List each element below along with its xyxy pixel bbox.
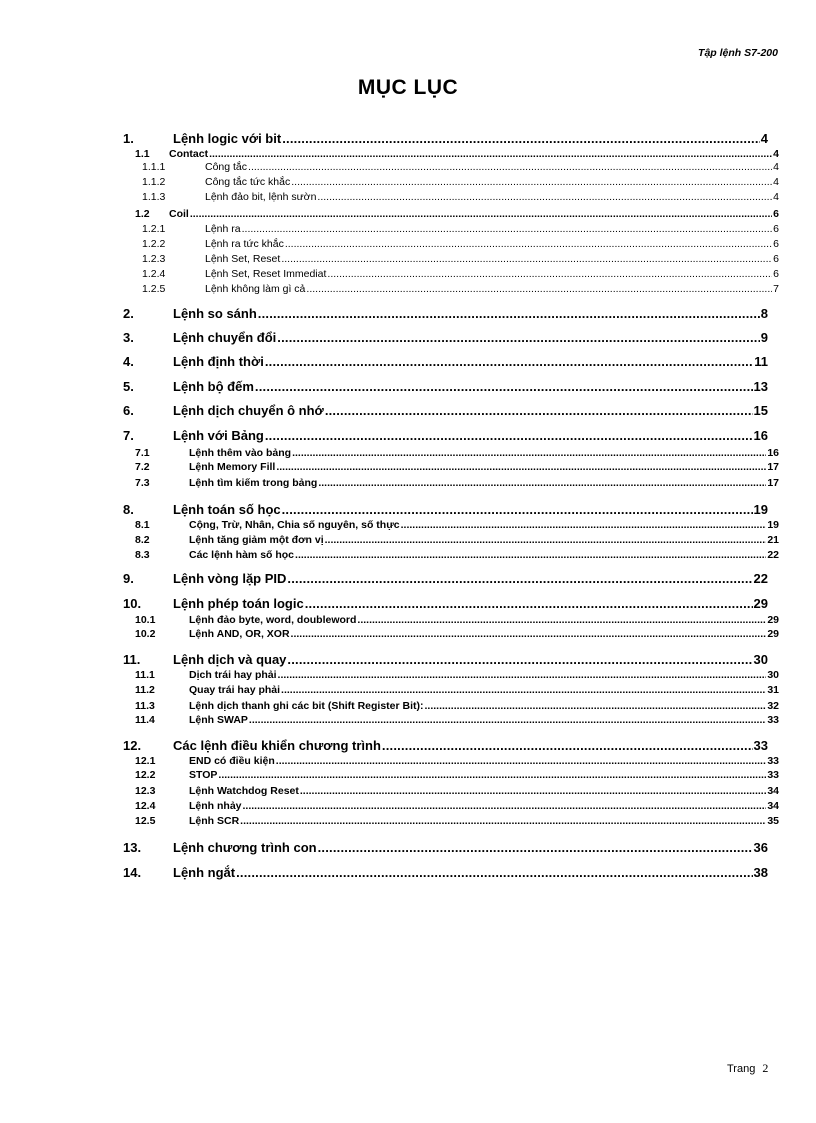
toc-entry-title: Lệnh đảo byte, word, doubleword — [189, 614, 357, 626]
dot-leader — [305, 596, 753, 611]
toc-entry-title: Lệnh so sánh — [173, 306, 257, 321]
dot-leader — [425, 700, 767, 712]
toc-entry-title: Lệnh tăng giảm một đơn vị — [189, 534, 324, 546]
footer-page-number: 2 — [762, 1061, 769, 1075]
dot-leader — [282, 131, 760, 146]
toc-entry[interactable] — [123, 354, 768, 369]
toc-entry-page: 17 — [767, 461, 779, 473]
dot-leader — [248, 161, 772, 173]
toc-entry-page: 11 — [754, 354, 768, 369]
toc-entry-number: 7.1 — [135, 447, 150, 459]
toc-entry-page: 15 — [753, 403, 768, 418]
dot-leader — [276, 755, 767, 767]
toc-entry-number: 8. — [123, 502, 134, 517]
toc-entry-page: 6 — [773, 268, 779, 280]
dot-leader — [401, 519, 767, 531]
toc-entry-number: 11.1 — [135, 669, 155, 681]
toc-entry[interactable] — [135, 208, 779, 220]
toc-entry-title: Coil — [169, 208, 189, 220]
toc-entry[interactable] — [135, 755, 779, 767]
dot-leader — [318, 840, 753, 855]
dot-leader — [300, 785, 766, 797]
toc-entry-page: 30 — [753, 652, 768, 667]
toc-entry-title: STOP — [189, 769, 218, 781]
toc-entry-page: 32 — [767, 700, 779, 712]
toc-entry[interactable] — [135, 148, 779, 160]
toc-entry[interactable] — [135, 684, 779, 696]
dot-leader — [287, 652, 752, 667]
toc-entry-page: 22 — [753, 571, 768, 586]
dot-leader — [287, 571, 752, 586]
toc-entry-number: 1. — [123, 131, 134, 146]
toc-entry-number: 9. — [123, 571, 134, 586]
dot-leader — [209, 148, 772, 160]
toc-entry[interactable] — [135, 447, 779, 459]
toc-entry-page: 6 — [773, 253, 779, 265]
toc-entry-page: 29 — [753, 596, 768, 611]
toc-entry-title: Lệnh ra tức khắc — [205, 238, 284, 250]
toc-entry-title: Dịch trái hay phải — [189, 669, 277, 681]
toc-entry-page: 33 — [753, 738, 768, 753]
toc-entry-title: Lệnh không làm gì cả — [205, 283, 306, 295]
dot-leader — [281, 253, 772, 265]
toc-entry-number: 3. — [123, 330, 134, 345]
toc-entry-number: 12.3 — [135, 785, 156, 797]
toc-entry[interactable] — [123, 840, 768, 855]
toc-entry[interactable] — [123, 738, 768, 753]
toc-entry[interactable] — [135, 477, 779, 489]
dot-leader — [282, 502, 753, 517]
toc-entry-number: 7. — [123, 428, 134, 443]
toc-entry[interactable] — [123, 596, 768, 611]
toc-entry[interactable] — [135, 785, 779, 797]
dot-leader — [292, 447, 766, 459]
toc-entry[interactable] — [135, 534, 779, 546]
toc-entry-number: 1.2.4 — [142, 268, 166, 280]
toc-entry-page: 31 — [767, 684, 779, 696]
toc-entry[interactable] — [135, 800, 779, 812]
toc-entry-number: 10.2 — [135, 628, 156, 640]
toc-entry[interactable] — [123, 131, 768, 146]
dot-leader — [265, 354, 753, 369]
toc-entry-number: 4. — [123, 354, 134, 369]
toc-entry-page: 4 — [773, 148, 779, 160]
toc-entry[interactable] — [142, 223, 779, 235]
toc-entry-number: 8.2 — [135, 534, 150, 546]
toc-entry-page: 6 — [773, 208, 779, 220]
toc-entry-page: 36 — [753, 840, 768, 855]
toc-entry-title: Công tắc tức khắc — [205, 176, 291, 188]
toc-entry-title: Các lệnh điều khiển chương trình — [173, 738, 381, 753]
toc-entry[interactable] — [123, 865, 768, 880]
dot-leader — [265, 428, 753, 443]
toc-entry-number: 2. — [123, 306, 134, 321]
dot-leader — [278, 669, 767, 681]
toc-entry-title: Lệnh toán số học — [173, 502, 281, 517]
toc-entry[interactable] — [142, 253, 779, 265]
toc-entry-page: 21 — [767, 534, 779, 546]
toc-entry[interactable] — [142, 268, 779, 280]
toc-entry[interactable] — [123, 330, 768, 345]
dot-leader — [317, 191, 772, 203]
toc-entry-number: 11.2 — [135, 684, 155, 696]
page-title: MỤC LỤC — [357, 76, 459, 99]
toc-entry[interactable] — [142, 161, 779, 173]
toc-entry-page: 9 — [760, 330, 768, 345]
toc-entry-number: 12.4 — [135, 800, 156, 812]
toc-entry-number: 11.4 — [135, 714, 155, 726]
toc-entry-number: 12.1 — [135, 755, 156, 767]
toc-entry-title: Lệnh Set, Reset Immediat — [205, 268, 327, 280]
toc-entry-number: 1.2.3 — [142, 253, 166, 265]
dot-leader — [306, 283, 772, 295]
toc-entry-title: Lệnh định thời — [173, 354, 264, 369]
toc-entry[interactable] — [135, 628, 779, 640]
toc-entry[interactable] — [135, 769, 779, 781]
toc-entry-title: Lệnh SCR — [189, 815, 240, 827]
toc-entry[interactable] — [123, 571, 768, 586]
dot-leader — [327, 268, 772, 280]
toc-entry-page: 17 — [767, 477, 779, 489]
toc-entry-page: 13 — [753, 379, 768, 394]
dot-leader — [382, 738, 753, 753]
toc-entry-number: 1.1.2 — [142, 176, 166, 188]
dot-leader — [285, 238, 772, 250]
toc-entry[interactable] — [123, 306, 768, 321]
toc-entry-title: Lệnh thêm vào bảng — [189, 447, 292, 459]
toc-entry-page: 4 — [773, 191, 779, 203]
toc-entry[interactable] — [135, 614, 779, 626]
toc-entry-page: 35 — [767, 815, 779, 827]
toc-entry-number: 8.1 — [135, 519, 150, 531]
toc-entry[interactable] — [142, 176, 779, 188]
toc-entry-number: 8.3 — [135, 549, 150, 561]
toc-entry[interactable] — [135, 815, 779, 827]
toc-entry[interactable] — [142, 238, 779, 250]
toc-entry-title: Các lệnh hàm số học — [189, 549, 295, 561]
toc-entry-number: 14. — [123, 865, 142, 880]
dot-leader — [357, 614, 766, 626]
dot-leader — [325, 403, 753, 418]
dot-leader — [236, 865, 752, 880]
toc-entry-title: Lệnh Watchdog Reset — [189, 785, 299, 797]
dot-leader — [276, 461, 766, 473]
dot-leader — [291, 628, 767, 640]
toc-entry-page: 22 — [767, 549, 779, 561]
toc-entry[interactable] — [123, 502, 768, 517]
toc-entry-title: Lệnh chuyển đổi — [173, 330, 277, 345]
toc-entry[interactable] — [123, 403, 768, 418]
toc-entry-page: 30 — [767, 669, 779, 681]
toc-entry-page: 6 — [773, 238, 779, 250]
dot-leader — [258, 306, 760, 321]
toc-entry-title: Lệnh logic với bit — [173, 131, 282, 146]
toc-entry-number: 1.1.3 — [142, 191, 166, 203]
toc-entry-number: 6. — [123, 403, 134, 418]
toc-entry[interactable] — [135, 461, 779, 473]
toc-entry-page: 29 — [767, 628, 779, 640]
toc-entry-title: Lệnh nhảy — [189, 800, 242, 812]
toc-entry[interactable] — [135, 714, 779, 726]
toc-entry[interactable] — [135, 549, 779, 561]
dot-leader — [295, 549, 766, 561]
toc-entry-title: END có điều kiện — [189, 755, 275, 767]
toc-entry-title: Lệnh dịch thanh ghi các bit (Shift Register Bit): — [189, 700, 424, 712]
toc-entry-number: 12.5 — [135, 815, 156, 827]
toc-entry-page: 4 — [760, 131, 768, 146]
toc-entry-title: Lệnh SWAP — [189, 714, 248, 726]
toc-entry-title: Công tắc — [205, 161, 248, 173]
dot-leader — [190, 208, 772, 220]
toc-entry-number: 10. — [123, 596, 142, 611]
toc-entry-number: 1.1.1 — [142, 161, 166, 173]
dot-leader — [291, 176, 772, 188]
toc-entry-title: Lệnh dịch và quay — [173, 652, 287, 667]
dot-leader — [240, 815, 766, 827]
toc-entry-number: 12.2 — [135, 769, 156, 781]
toc-entry-title: Contact — [169, 148, 209, 160]
toc-entry-page: 29 — [767, 614, 779, 626]
toc-entry[interactable] — [123, 428, 768, 443]
toc-entry-number: 11. — [123, 652, 141, 667]
toc-entry-number: 1.2.1 — [142, 223, 166, 235]
toc-entry-title: Lệnh AND, OR, XOR — [189, 628, 290, 640]
toc-entry[interactable] — [142, 283, 779, 295]
toc-entry-number: 7.2 — [135, 461, 150, 473]
toc-entry-title: Lệnh phép toán logic — [173, 596, 304, 611]
toc-entry-number: 1.2.5 — [142, 283, 166, 295]
toc-entry-page: 38 — [753, 865, 768, 880]
toc-entry[interactable] — [142, 191, 779, 203]
toc-entry-number: 13. — [123, 840, 142, 855]
dot-leader — [318, 477, 766, 489]
toc-entry-page: 19 — [767, 519, 779, 531]
toc-entry-title: Lệnh ra — [205, 223, 241, 235]
toc-entry[interactable] — [135, 669, 779, 681]
toc-entry-title: Cộng, Trừ, Nhân, Chia số nguyên, số thực — [189, 519, 400, 531]
toc-entry-title: Lệnh chương trình con — [173, 840, 317, 855]
toc-entry-page: 16 — [767, 447, 779, 459]
toc-entry-page: 6 — [773, 223, 779, 235]
toc-entry-page: 19 — [753, 502, 768, 517]
toc-entry-page: 7 — [773, 283, 779, 295]
toc-entry-title: Lệnh tìm kiếm trong bảng — [189, 477, 318, 489]
toc-entry-title: Lệnh ngắt — [173, 865, 236, 880]
toc-entry-page: 4 — [773, 176, 779, 188]
toc-entry[interactable] — [123, 652, 768, 667]
dot-leader — [218, 769, 766, 781]
toc-entry-number: 12. — [123, 738, 142, 753]
toc-entry-page: 8 — [760, 306, 768, 321]
toc-entry-title: Lệnh vòng lặp PID — [173, 571, 287, 586]
toc-entry-title: Lệnh dịch chuyển ô nhớ — [173, 403, 324, 418]
running-header: Tập lệnh S7-200 — [698, 47, 778, 59]
dot-leader — [277, 330, 759, 345]
toc-entry-page: 33 — [767, 714, 779, 726]
toc-entry-number: 7.3 — [135, 477, 150, 489]
toc-entry[interactable] — [135, 519, 779, 531]
toc-entry-page: 34 — [767, 785, 779, 797]
dot-leader — [242, 223, 773, 235]
dot-leader — [255, 379, 753, 394]
toc-entry-number: 11.3 — [135, 700, 155, 712]
toc-entry[interactable] — [123, 379, 768, 394]
toc-entry-title: Lệnh với Bảng — [173, 428, 264, 443]
toc-entry-title: Lệnh bộ đếm — [173, 379, 254, 394]
toc-entry-number: 10.1 — [135, 614, 156, 626]
toc-entry-page: 16 — [753, 428, 768, 443]
toc-entry-page: 34 — [767, 800, 779, 812]
dot-leader — [243, 800, 767, 812]
toc-entry-number: 1.2.2 — [142, 238, 166, 250]
dot-leader — [249, 714, 766, 726]
toc-entry-number: 1.1 — [135, 148, 150, 160]
toc-entry-title: Quay trái hay phải — [189, 684, 281, 696]
toc-entry-page: 33 — [767, 769, 779, 781]
toc-entry-page: 33 — [767, 755, 779, 767]
dot-leader — [281, 684, 766, 696]
toc-entry-page: 4 — [773, 161, 779, 173]
toc-entry-number: 5. — [123, 379, 134, 394]
toc-entry-title: Lệnh Set, Reset — [205, 253, 281, 265]
toc-entry-number: 1.2 — [135, 208, 150, 220]
dot-leader — [325, 534, 767, 546]
toc-entry-title: Lệnh đảo bit, lệnh sườn — [205, 191, 317, 203]
footer-label: Trang — [727, 1063, 756, 1075]
toc-entry[interactable] — [135, 700, 779, 712]
page-footer — [727, 1061, 768, 1076]
toc-entry-title: Lệnh Memory Fill — [189, 461, 276, 473]
